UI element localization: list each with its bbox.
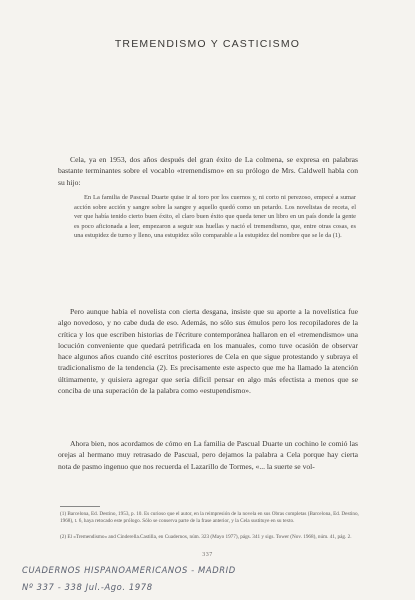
block-quote	[74, 193, 356, 241]
paragraph-1	[58, 154, 358, 188]
page-title: TREMENDISMO Y CASTICISMO	[114, 38, 301, 50]
handwritten-source-note: CUADERNOS HISPANOAMERICANOS - MADRID	[22, 565, 236, 575]
paragraph-3-text: Ahora bien, nos acordamos de cómo en La familia de Pascual Duarte un cochino le comió las orejas al hermano muy retrasado de Pascual, pero dejamos la palabra a Cela porque hay cierta nota de pasmo ingenuo que nos recuerda el Lazarillo de Tormes, «... la suerte se vol-	[58, 439, 358, 471]
paragraph-2-text: Pero aunque había el novelista con cierta desgana, insiste que su aporte a la novelística fue algo novedoso, y no cabe duda de eso. Además, no sólo sus émulos pero los recopiladores de la crítica y los que escriben historias de l'écriture contemporánea hallaron en el «tremendismo» una locución conveniente que quedará petrificada en los manuales, como tuve ocasión de observar hace algunos años cuando cité escritos posteriores de Cela en que sigue protestando y subraya el tradicionalismo de la tendencia (2). Es precisamente este aspecto que me ha llamado la atención últimamente, y quisiera agregar que sería difícil pensar en algo más efectista a menos que se conciba de una superación de la palabra como «estupendismo».	[58, 307, 358, 396]
footnote-2: (2) El «Tremendismo» and Cinderella.Castilla, en Cuadernos, núm. 323 (Mayo 1977), págs. 341 y sigs. Tower (Nov. 1968), núm. 41, pág. 2.	[60, 534, 352, 540]
paragraph-1-text: Cela, ya en 1953, dos años después del gran éxito de La colmena, se expresa en palabras bastante terminantes sobre el vocablo «tremendismo» en su prólogo de Mrs. Caldwell habla con su hijo:	[58, 155, 358, 187]
handwritten-issue-note: Nº 337 - 338 Jul.-Ago. 1978	[22, 582, 153, 592]
page-number: 337	[202, 552, 213, 558]
footnote-1: (1) Barcelona, Ed. Destino, 1953, p. 10. Es curioso que el autor, en la reimpresión de la novela en sus Obras completas (Barcelona, Ed. Destino, 1968), t. 6, haya retocado este prólogo. Sólo se conserva parte de la frase anterior, y la Cela sustituye en su texto.	[60, 511, 359, 525]
footnote-rule	[60, 506, 100, 507]
block-quote-text: En La familia de Pascual Duarte quise ir al toro por los cuernos y, ni corto ni perezoso, empecé a sumar acción sobre acción y sangre sobre la sangre y aquello quedó como un petardo. Los novelistas de receta, el ver que había tenido cierto buen éxito, el claro buen éxito que queda tener un libro en un país donde la gente es poco aficionada a leer, empezaron a seguir sus huellas y nació el tremendismo, que, entre otras cosas, es una estupidez de turno y lleno, una estupidez sólo comparable a la estupidez del nombre que se le da (1).	[74, 194, 356, 240]
paragraph-2	[58, 306, 358, 396]
paragraph-3	[58, 438, 358, 472]
